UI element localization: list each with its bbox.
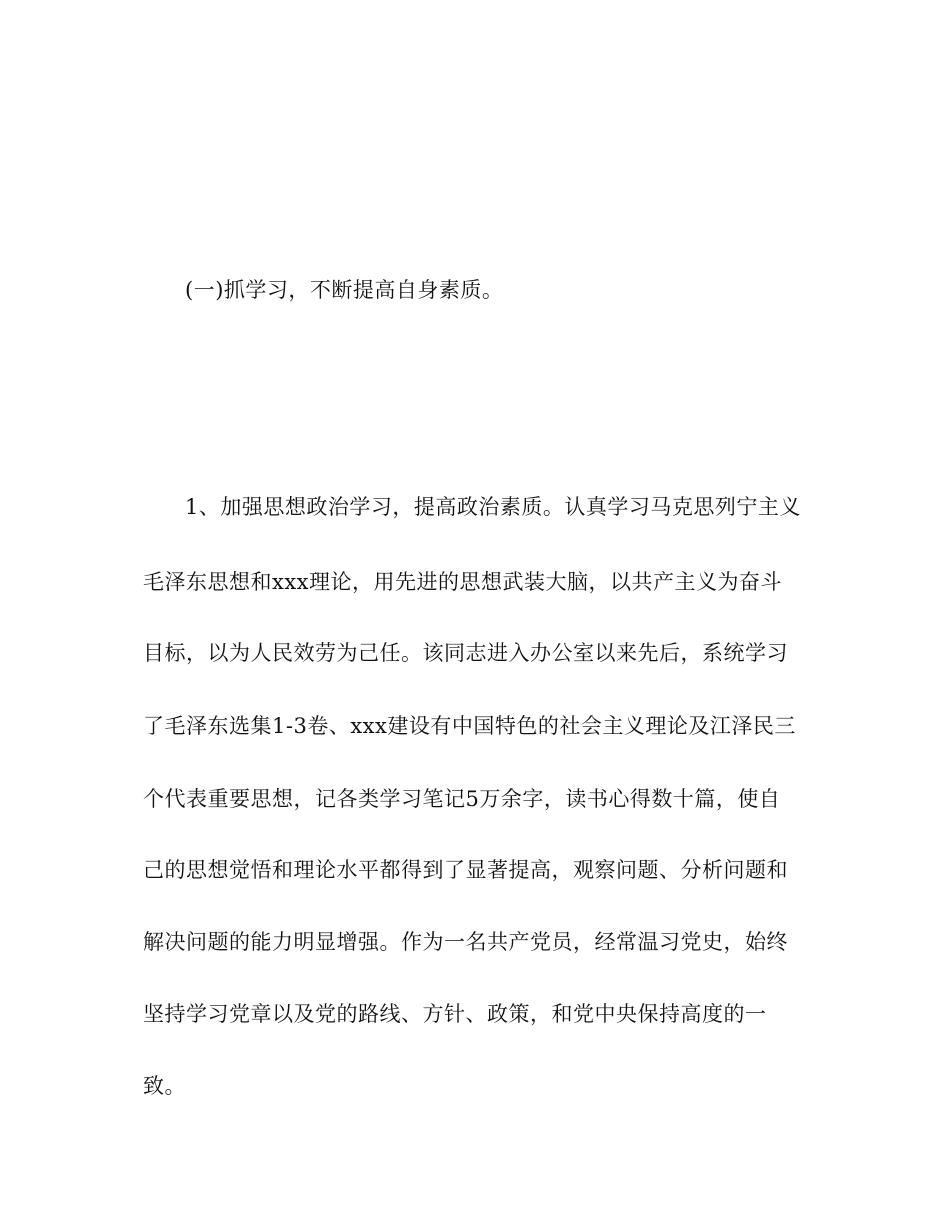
paragraph-line-1: 1、加强思想政治学习，提高政治素质。认真学习马克思列宁主义 xyxy=(185,495,801,519)
paragraph-line-6: 己的思想觉悟和理论水平都得到了显著提高，观察问题、分析问题和 xyxy=(143,858,788,882)
section-heading: (一)抓学习，不断提高自身素质。 xyxy=(185,278,504,302)
paragraph-line-7: 解决问题的能力明显增强。作为一名共产党员，经常温习党史，始终 xyxy=(143,930,788,954)
paragraph-line-5: 个代表重要思想，记各类学习笔记5万余字，读书心得数十篇，使自 xyxy=(143,787,781,811)
paragraph-line-9: 致。 xyxy=(143,1074,186,1098)
paragraph-line-3: 目标，以为人民效劳为己任。该同志进入办公室以来先后，系统学习 xyxy=(143,641,788,665)
paragraph-line-2: 毛泽东思想和xxx理论，用先进的思想武装大脑，以共产主义为奋斗 xyxy=(143,570,783,594)
paragraph-line-8: 坚持学习党章以及党的路线、方针、政策，和党中央保持高度的一 xyxy=(143,1002,767,1026)
paragraph-line-4: 了毛泽东选集1-3卷、xxx建设有中国特色的社会主义理论及江泽民三 xyxy=(143,714,796,738)
